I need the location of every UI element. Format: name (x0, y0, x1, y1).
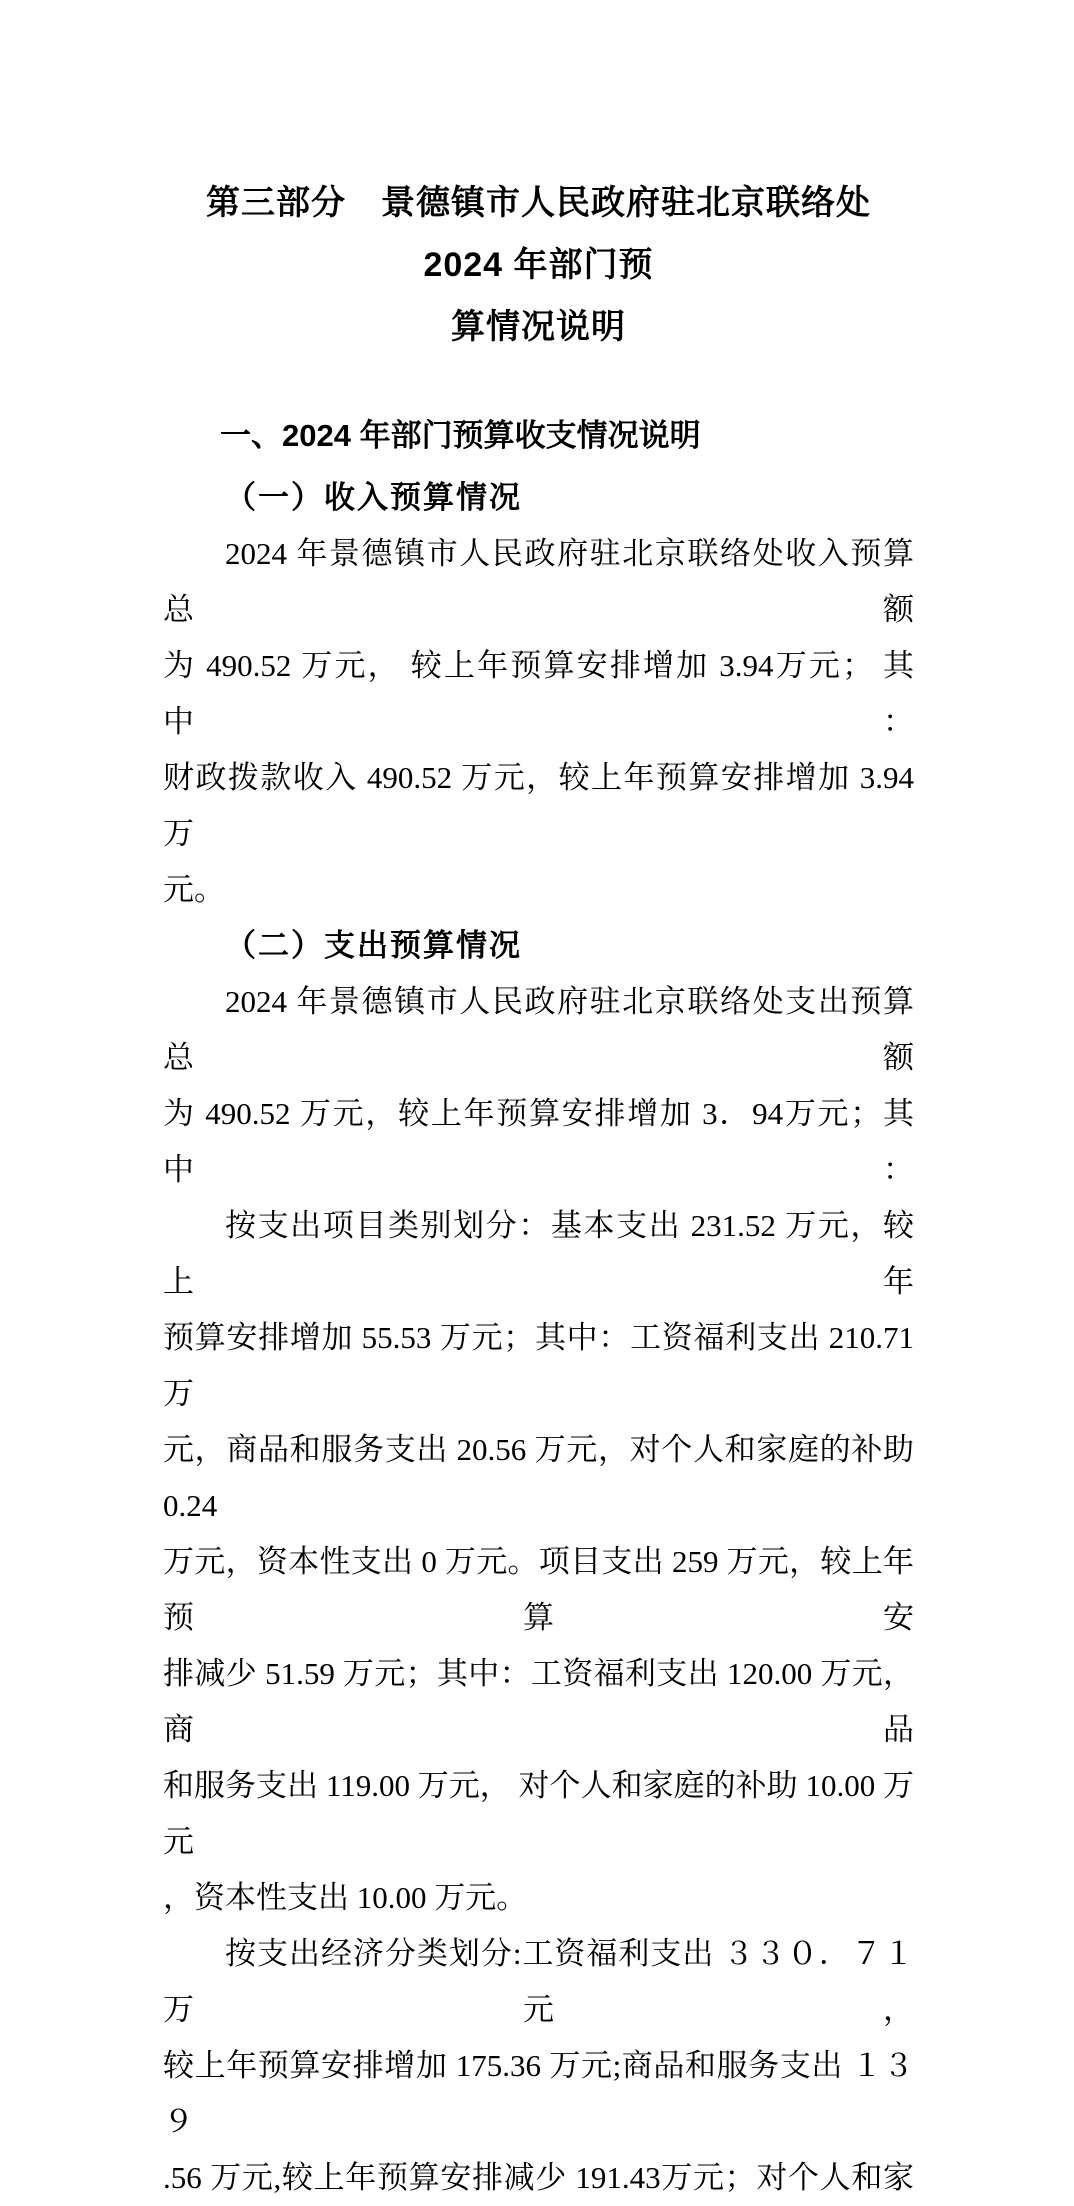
subsection-heading-income: （一）收入预算情况 (225, 480, 522, 515)
paragraph-line: 预算安排增加 55.53 万元；其中：工资福利支出 210.71 万 (163, 1320, 914, 1411)
paragraph-line: 万元，资本性支出 0 万元。项目支出 259 万元，较上年预算安 (163, 1544, 914, 1635)
paragraph-line: 和服务支出 119.00 万元， 对个人和家庭的补助 10.00 万元 (163, 1768, 914, 1859)
paragraph-line: .56 万元,较上年预算安排减少 191.43万元；对个人和家 (163, 2160, 914, 2195)
paragraph-line: 排减少 51.59 万元；其中：工资福利支出 120.00 万元，商品 (163, 1656, 914, 1747)
paragraph-line: 财政拨款收入 490.52 万元，较上年预算安排增加 3.94 万 (163, 760, 914, 851)
paragraph-line: 较上年预算安排增加 175.36 万元;商品和服务支出 １３９ (163, 2048, 914, 2139)
document-title-line-1: 第三部分 景德镇市人民政府驻北京联络处 2024 年部门预 (206, 184, 871, 284)
section-heading: 一、2024 年部门预算收支情况说明 (220, 418, 701, 453)
paragraph-line: 元，商品和服务支出 20.56 万元，对个人和家庭的补助 0.24 (163, 1432, 914, 1523)
paragraph-line: 元。 (163, 872, 225, 907)
expense-total-paragraph (163, 974, 914, 1198)
document-title (163, 172, 914, 358)
expense-by-project-paragraph (163, 1198, 914, 1926)
paragraph-line: ，资本性支出 10.00 万元。 (163, 1880, 528, 1915)
subsection-heading-expense: （二）支出预算情况 (225, 928, 522, 963)
paragraph-line: 按支出经济分类划分:工资福利支出 ３３０．７１万元， (163, 1936, 914, 2027)
paragraph-line: 为 490.52 万元， 较上年预算安排增加 3.94万元； 其中： (163, 648, 914, 739)
paragraph-line: 2024 年景德镇市人民政府驻北京联络处收入预算总额 (163, 536, 914, 627)
document-title-line-2: 算情况说明 (451, 308, 626, 346)
paragraph-line: 为 490.52 万元，较上年预算安排增加 3．94万元；其中： (163, 1096, 914, 1187)
paragraph-line: 按支出项目类别划分：基本支出 231.52 万元，较上年 (163, 1208, 914, 1299)
expense-by-economic-class-paragraph (163, 1926, 914, 2206)
income-paragraph (163, 526, 914, 918)
paragraph-line: 2024 年景德镇市人民政府驻北京联络处支出预算总额 (163, 984, 914, 1075)
